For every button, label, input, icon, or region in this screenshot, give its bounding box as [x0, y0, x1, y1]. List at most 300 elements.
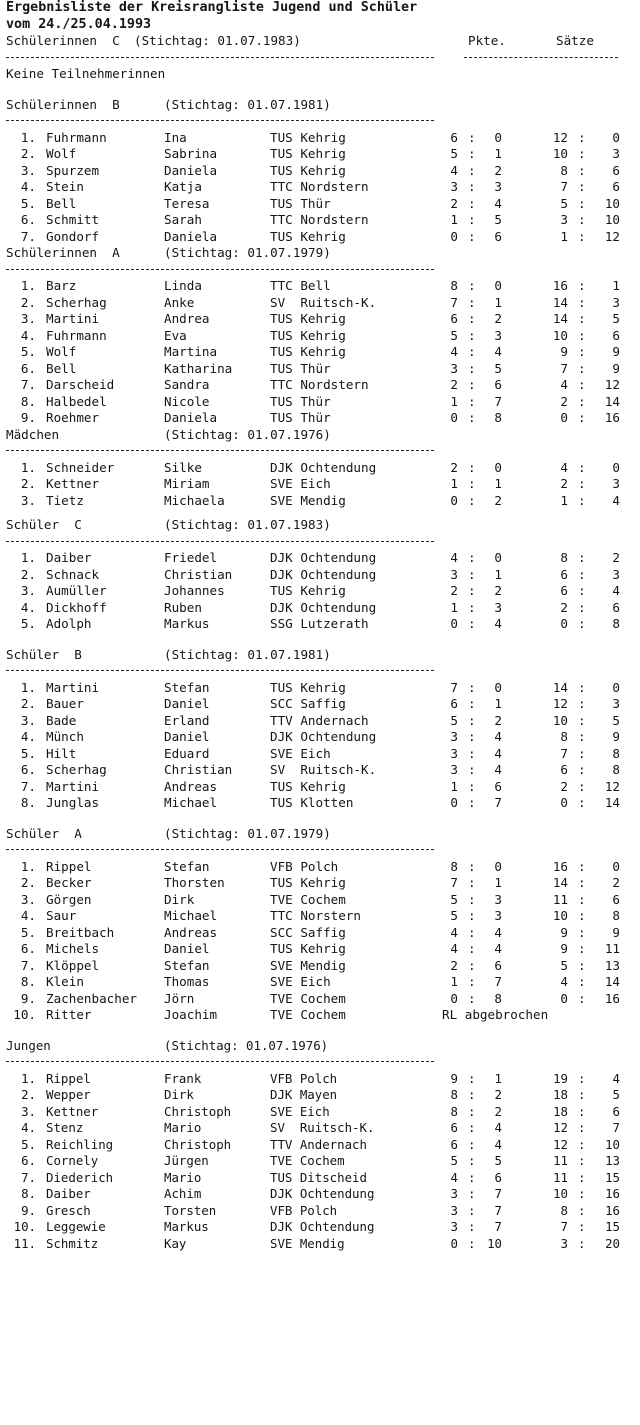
points-separator: : [468, 129, 476, 145]
first-name: Christoph [164, 1103, 232, 1119]
club: TUS Ditscheid [270, 1169, 367, 1185]
last-name: Fuhrmann [46, 129, 107, 145]
sets-separator: : [578, 990, 586, 1006]
points-won: 5 [450, 146, 458, 161]
rank: 2. [20, 476, 36, 491]
points-lost: 2 [494, 712, 502, 728]
points-won: 7 [450, 679, 458, 695]
ranking-row [6, 1120, 636, 1137]
points-lost: 3 [494, 891, 502, 907]
sets-separator: : [578, 195, 586, 211]
points-separator: : [468, 891, 476, 907]
points-separator: : [468, 583, 476, 598]
dashed-rule [6, 670, 434, 671]
sets-separator: : [578, 745, 586, 761]
section-cutoff-date: (Stichtag: 01.07.1983) [134, 33, 301, 48]
sets-lost: 7 [612, 1120, 620, 1135]
sets-won: 7 [560, 745, 568, 761]
points-won: 4 [450, 941, 458, 956]
first-name: Ruben [164, 599, 202, 615]
ranking-row [6, 1007, 636, 1024]
sets-won: 2 [560, 476, 568, 491]
ranking-row [6, 311, 636, 328]
points-won: 6 [450, 1120, 458, 1135]
sets-lost: 6 [612, 327, 620, 343]
sets-separator: : [578, 974, 586, 989]
sets-lost: 0 [612, 459, 620, 475]
sets-won: 3 [560, 1235, 568, 1251]
points-lost: 7 [494, 795, 502, 810]
club: TUS Kehrig [270, 941, 346, 956]
sets-lost: 11 [604, 941, 620, 956]
points-won: 3 [450, 1186, 458, 1201]
last-name: Tietz [46, 492, 84, 508]
sets-lost: 2 [612, 550, 620, 565]
rank: 8. [20, 795, 36, 810]
first-name: Teresa [164, 195, 210, 211]
points-separator: : [468, 212, 476, 227]
last-name: Michels [46, 941, 100, 956]
rank: 3. [21, 1103, 36, 1119]
club: TVE Cochem [270, 990, 346, 1006]
sets-won: 9 [560, 344, 568, 359]
points-lost: 4 [494, 729, 502, 744]
points-lost: 0 [494, 129, 502, 145]
points-separator: : [468, 476, 476, 491]
points-won: 2 [450, 583, 458, 598]
sets-won: 9 [560, 924, 568, 940]
sets-separator: : [578, 1235, 586, 1251]
points-lost: 2 [494, 1103, 502, 1119]
points-separator: : [468, 1153, 476, 1168]
sets-won: 12 [552, 129, 568, 145]
sets-separator: : [578, 377, 586, 392]
points-separator: : [468, 146, 476, 161]
first-name: Thorsten [164, 875, 225, 890]
rank: 2. [20, 146, 36, 161]
points-lost: 7 [494, 393, 502, 409]
last-name: Reichling [46, 1136, 114, 1152]
sets-won: 2 [560, 599, 568, 615]
points-won: 0 [450, 1235, 458, 1251]
points-lost: 4 [494, 1136, 502, 1152]
points-separator: : [468, 712, 476, 728]
last-name: Klöppel [46, 957, 100, 973]
club: TUS Thür [270, 195, 331, 211]
sets-separator: : [578, 583, 586, 598]
first-name: Anke [164, 294, 195, 310]
club: TTC Nordstern [270, 179, 369, 194]
rank: 3. [20, 162, 36, 178]
first-name: Erland [164, 712, 210, 728]
rank: 5. [20, 195, 36, 211]
sets-won: 0 [560, 795, 568, 810]
points-won: 1 [450, 393, 458, 409]
sets-separator: : [578, 311, 586, 326]
points-lost: 5 [494, 1153, 502, 1168]
points-separator: : [468, 492, 476, 508]
status-note: RL abgebrochen [442, 1007, 549, 1022]
rank: 4. [20, 599, 36, 615]
first-name: Christian [164, 566, 233, 582]
rank: 4. [20, 327, 36, 343]
sets-separator: : [578, 476, 586, 491]
sets-separator: : [578, 146, 586, 161]
section-rule [6, 113, 636, 130]
sets-won: 2 [560, 393, 568, 409]
points-lost: 7 [494, 1186, 502, 1201]
points-lost: 5 [494, 212, 502, 227]
club: DJK Ochtendung [270, 459, 377, 475]
rank: 10. [13, 1007, 36, 1022]
points-column-header: Pkte. [468, 33, 506, 48]
points-separator: : [468, 762, 476, 777]
sets-separator: : [578, 1136, 586, 1152]
last-name: Martini [46, 311, 100, 326]
club: TUS Kehrig [270, 162, 346, 178]
rank: 6. [21, 1153, 36, 1168]
sets-separator: : [578, 393, 586, 409]
first-name: Michael [164, 795, 218, 810]
points-won: 1 [450, 476, 458, 491]
sets-lost: 8 [612, 745, 620, 761]
sets-lost: 6 [612, 179, 620, 194]
first-name: Dirk [164, 891, 195, 907]
title-line-2: vom 24./25.04.1993 [6, 16, 152, 32]
club: TTC Norstern [270, 908, 361, 923]
points-lost: 7 [494, 1202, 502, 1218]
dashed-rule [6, 849, 434, 850]
sets-lost: 10 [604, 195, 620, 211]
club: TUS Kehrig [270, 311, 346, 326]
club: SVE Eich [270, 1103, 330, 1119]
sets-won: 6 [560, 583, 568, 598]
last-name: Bell [46, 195, 77, 211]
points-won: 0 [450, 616, 458, 631]
points-lost: 6 [494, 957, 502, 973]
last-name: Daiber [46, 1186, 91, 1201]
section-rule [6, 50, 636, 67]
club: TUS Klotten [270, 795, 354, 810]
points-separator: : [468, 778, 476, 794]
club: DJK Ochtendung [270, 1219, 375, 1234]
ranking-row [6, 875, 636, 892]
first-name: Sandra [164, 377, 210, 392]
first-name: Daniela [164, 410, 218, 425]
sets-lost: 12 [604, 778, 620, 794]
points-lost: 6 [494, 377, 502, 392]
rank: 9. [20, 990, 36, 1006]
dashed-rule [6, 269, 434, 270]
ranking-row [6, 229, 636, 246]
points-lost: 2 [494, 1087, 502, 1102]
points-lost: 3 [494, 327, 502, 343]
rank: 6. [20, 360, 36, 376]
rank: 1. [20, 129, 36, 145]
section-rule [6, 663, 636, 680]
ranking-row [6, 344, 636, 361]
club: VFB Polch [270, 858, 339, 874]
points-won: 1 [450, 778, 458, 794]
section-header [6, 97, 636, 114]
points-separator: : [468, 858, 476, 874]
first-name: Christian [164, 762, 233, 777]
sets-won: 16 [552, 278, 568, 293]
sets-lost: 16 [605, 1186, 620, 1201]
first-name: Stefan [164, 858, 210, 874]
club: DJK Ochtendung [270, 599, 377, 615]
no-participants-note: Keine Teilnehmerinnen [6, 66, 166, 81]
club: SVE Eich [270, 974, 331, 989]
rank: 1. [20, 679, 36, 695]
first-name: Michaela [164, 492, 225, 508]
points-separator: : [468, 957, 476, 973]
sets-separator: : [578, 795, 586, 810]
first-name: Eduard [164, 745, 210, 761]
points-separator: : [468, 1235, 476, 1251]
points-won: 9 [450, 1070, 458, 1086]
club: DJK Ochtendung [270, 1186, 375, 1201]
points-lost: 0 [494, 679, 502, 695]
club: TUS Thür [270, 360, 331, 376]
points-separator: : [468, 1202, 476, 1218]
sets-separator: : [578, 492, 586, 508]
ranking-row [6, 196, 636, 213]
spacer [6, 633, 636, 647]
points-won: 4 [450, 162, 458, 178]
ranking-row [6, 1170, 636, 1187]
points-lost: 0 [494, 858, 502, 874]
points-separator: : [468, 1219, 476, 1234]
points-won: 1 [450, 599, 458, 615]
rank: 3. [20, 583, 36, 598]
first-name: Markus [164, 616, 210, 631]
points-separator: : [468, 294, 476, 310]
ranking-row [6, 779, 636, 796]
points-won: 4 [450, 550, 458, 565]
points-won: 5 [450, 908, 458, 923]
first-name: Ina [164, 129, 187, 145]
last-name: Breitbach [46, 924, 115, 940]
last-name: Saur [46, 908, 77, 923]
last-name: Bauer [46, 696, 84, 711]
club: TUS Thür [270, 393, 331, 409]
last-name: Bell [46, 360, 77, 376]
first-name: Markus [164, 1219, 209, 1234]
last-name: Junglas [46, 795, 100, 810]
first-name: Sarah [164, 212, 202, 227]
sets-won: 7 [560, 1219, 568, 1234]
section-name: Schülerinnen A [6, 245, 120, 260]
first-name: Andrea [164, 311, 210, 326]
points-separator: : [468, 924, 476, 940]
club: SSG Lutzerath [270, 616, 369, 631]
last-name: Schmitt [46, 212, 100, 227]
first-name: Daniela [164, 228, 218, 244]
sets-separator: : [578, 212, 586, 227]
club: TVE Cochem [270, 1153, 345, 1168]
ranking-row [6, 278, 636, 295]
points-separator: : [468, 311, 476, 326]
dashed-rule [6, 120, 434, 121]
rank: 6. [20, 762, 36, 777]
points-separator: : [468, 344, 476, 359]
sets-won: 14 [552, 311, 568, 326]
points-won: 5 [450, 327, 458, 343]
points-won: 0 [450, 990, 458, 1006]
sets-lost: 16 [604, 410, 620, 425]
points-lost: 6 [494, 228, 502, 244]
points-lost: 1 [494, 875, 502, 890]
sets-lost: 4 [612, 583, 620, 598]
ranking-row [6, 974, 636, 991]
rank: 2. [21, 1087, 36, 1102]
ranking-row [6, 567, 636, 584]
points-lost: 0 [494, 459, 502, 475]
first-name: Katja [164, 179, 202, 194]
points-separator: : [468, 550, 476, 565]
points-won: 0 [450, 228, 458, 244]
club: SV Ruitsch-K. [270, 762, 377, 777]
sets-separator: : [578, 1219, 586, 1234]
ranking-row [6, 493, 636, 510]
sets-separator: : [578, 566, 586, 582]
points-won: 4 [450, 344, 458, 359]
section-name: Schüler A [6, 825, 82, 841]
first-name: Johannes [164, 583, 225, 598]
points-won: 3 [450, 1202, 458, 1218]
first-name: Katharina [164, 360, 233, 376]
last-name: Fuhrmann [46, 327, 107, 343]
last-name: Barz [46, 278, 77, 293]
first-name: Andreas [164, 924, 218, 940]
sets-separator: : [578, 129, 586, 145]
sets-separator: : [578, 679, 586, 695]
ranking-row [6, 859, 636, 876]
section-rule [6, 842, 636, 859]
sets-lost: 9 [612, 729, 620, 744]
rank: 7. [21, 1169, 36, 1185]
sets-separator: : [578, 616, 586, 631]
ranking-row [6, 941, 636, 958]
points-won: 2 [450, 377, 458, 392]
ranking-row [6, 410, 636, 427]
section-header [6, 33, 636, 50]
sets-separator: : [578, 858, 586, 874]
club: TUS Kehrig [270, 327, 346, 343]
points-separator: : [468, 1136, 476, 1152]
sets-won: 10 [552, 146, 568, 161]
rank: 5. [21, 1136, 36, 1152]
sets-lost: 3 [612, 146, 620, 161]
ranking-row [6, 795, 636, 812]
club: DJK Ochtendung [270, 566, 377, 582]
club: VFB Polch [270, 1202, 338, 1218]
points-separator: : [468, 566, 476, 582]
first-name: Daniela [164, 162, 218, 178]
points-lost: 8 [494, 410, 502, 425]
rank: 5. [20, 924, 36, 940]
sets-lost: 16 [605, 1202, 620, 1218]
sets-won: 8 [560, 1202, 568, 1218]
sets-won: 8 [560, 729, 568, 744]
club: SVE Eich [270, 745, 331, 761]
points-lost: 8 [494, 990, 502, 1006]
sets-won: 12 [552, 696, 568, 711]
last-name: Rippel [46, 1070, 91, 1086]
section-name: Schülerinnen B [6, 96, 120, 112]
sets-won: 9 [560, 941, 568, 956]
points-separator: : [468, 1186, 476, 1201]
ranking-row [6, 476, 636, 493]
sets-lost: 15 [605, 1219, 620, 1234]
last-name: Wepper [46, 1087, 91, 1102]
points-separator: : [468, 393, 476, 409]
section-cutoff-date: (Stichtag: 01.07.1981) [164, 96, 331, 112]
points-lost: 6 [494, 778, 502, 794]
last-name: Wolf [46, 146, 77, 161]
first-name: Mario [164, 1120, 202, 1135]
section-rule [6, 262, 636, 279]
ranking-row [6, 1153, 636, 1170]
sets-lost: 13 [604, 957, 620, 973]
sets-lost: 4 [612, 492, 620, 508]
ranking-row [6, 179, 636, 196]
first-name: Stefan [164, 679, 210, 695]
sets-lost: 15 [605, 1169, 620, 1185]
sets-won: 11 [553, 1153, 568, 1168]
last-name: Kettner [46, 1103, 99, 1119]
last-name: Schneider [46, 459, 115, 475]
last-name: Spurzem [46, 162, 100, 178]
last-name: Stein [46, 179, 84, 194]
ranking-row [6, 1071, 636, 1088]
sets-lost: 9 [612, 344, 620, 359]
sets-lost: 8 [612, 762, 620, 777]
points-lost: 7 [494, 1219, 502, 1234]
last-name: Scherhag [46, 294, 107, 310]
last-name: Hilt [46, 745, 77, 761]
points-separator: : [468, 1120, 476, 1135]
last-name: Darscheid [46, 377, 115, 392]
points-lost: 4 [494, 745, 502, 761]
sets-separator: : [578, 1120, 586, 1135]
sets-separator: : [578, 550, 586, 565]
rank: 7. [20, 778, 36, 794]
last-name: Halbedel [46, 393, 107, 409]
points-separator: : [468, 941, 476, 956]
ranking-row [6, 550, 636, 567]
sets-won: 16 [552, 858, 568, 874]
points-won: 3 [450, 360, 458, 376]
first-name: Thomas [164, 974, 210, 989]
spacer [6, 812, 636, 826]
points-lost: 1 [494, 476, 502, 491]
spacer [6, 89, 636, 97]
sets-separator: : [578, 294, 586, 310]
rank: 1. [21, 1070, 36, 1086]
sets-column-header: Sätze [556, 33, 594, 48]
sets-separator: : [578, 599, 586, 615]
points-won: 8 [450, 1087, 458, 1102]
document-date [6, 17, 636, 34]
sets-won: 8 [560, 550, 568, 565]
sets-lost: 8 [612, 908, 620, 923]
club: TUS Kehrig [270, 146, 346, 161]
points-won: 6 [450, 1136, 458, 1152]
points-won: 1 [450, 974, 458, 989]
rank: 9. [21, 1202, 36, 1218]
